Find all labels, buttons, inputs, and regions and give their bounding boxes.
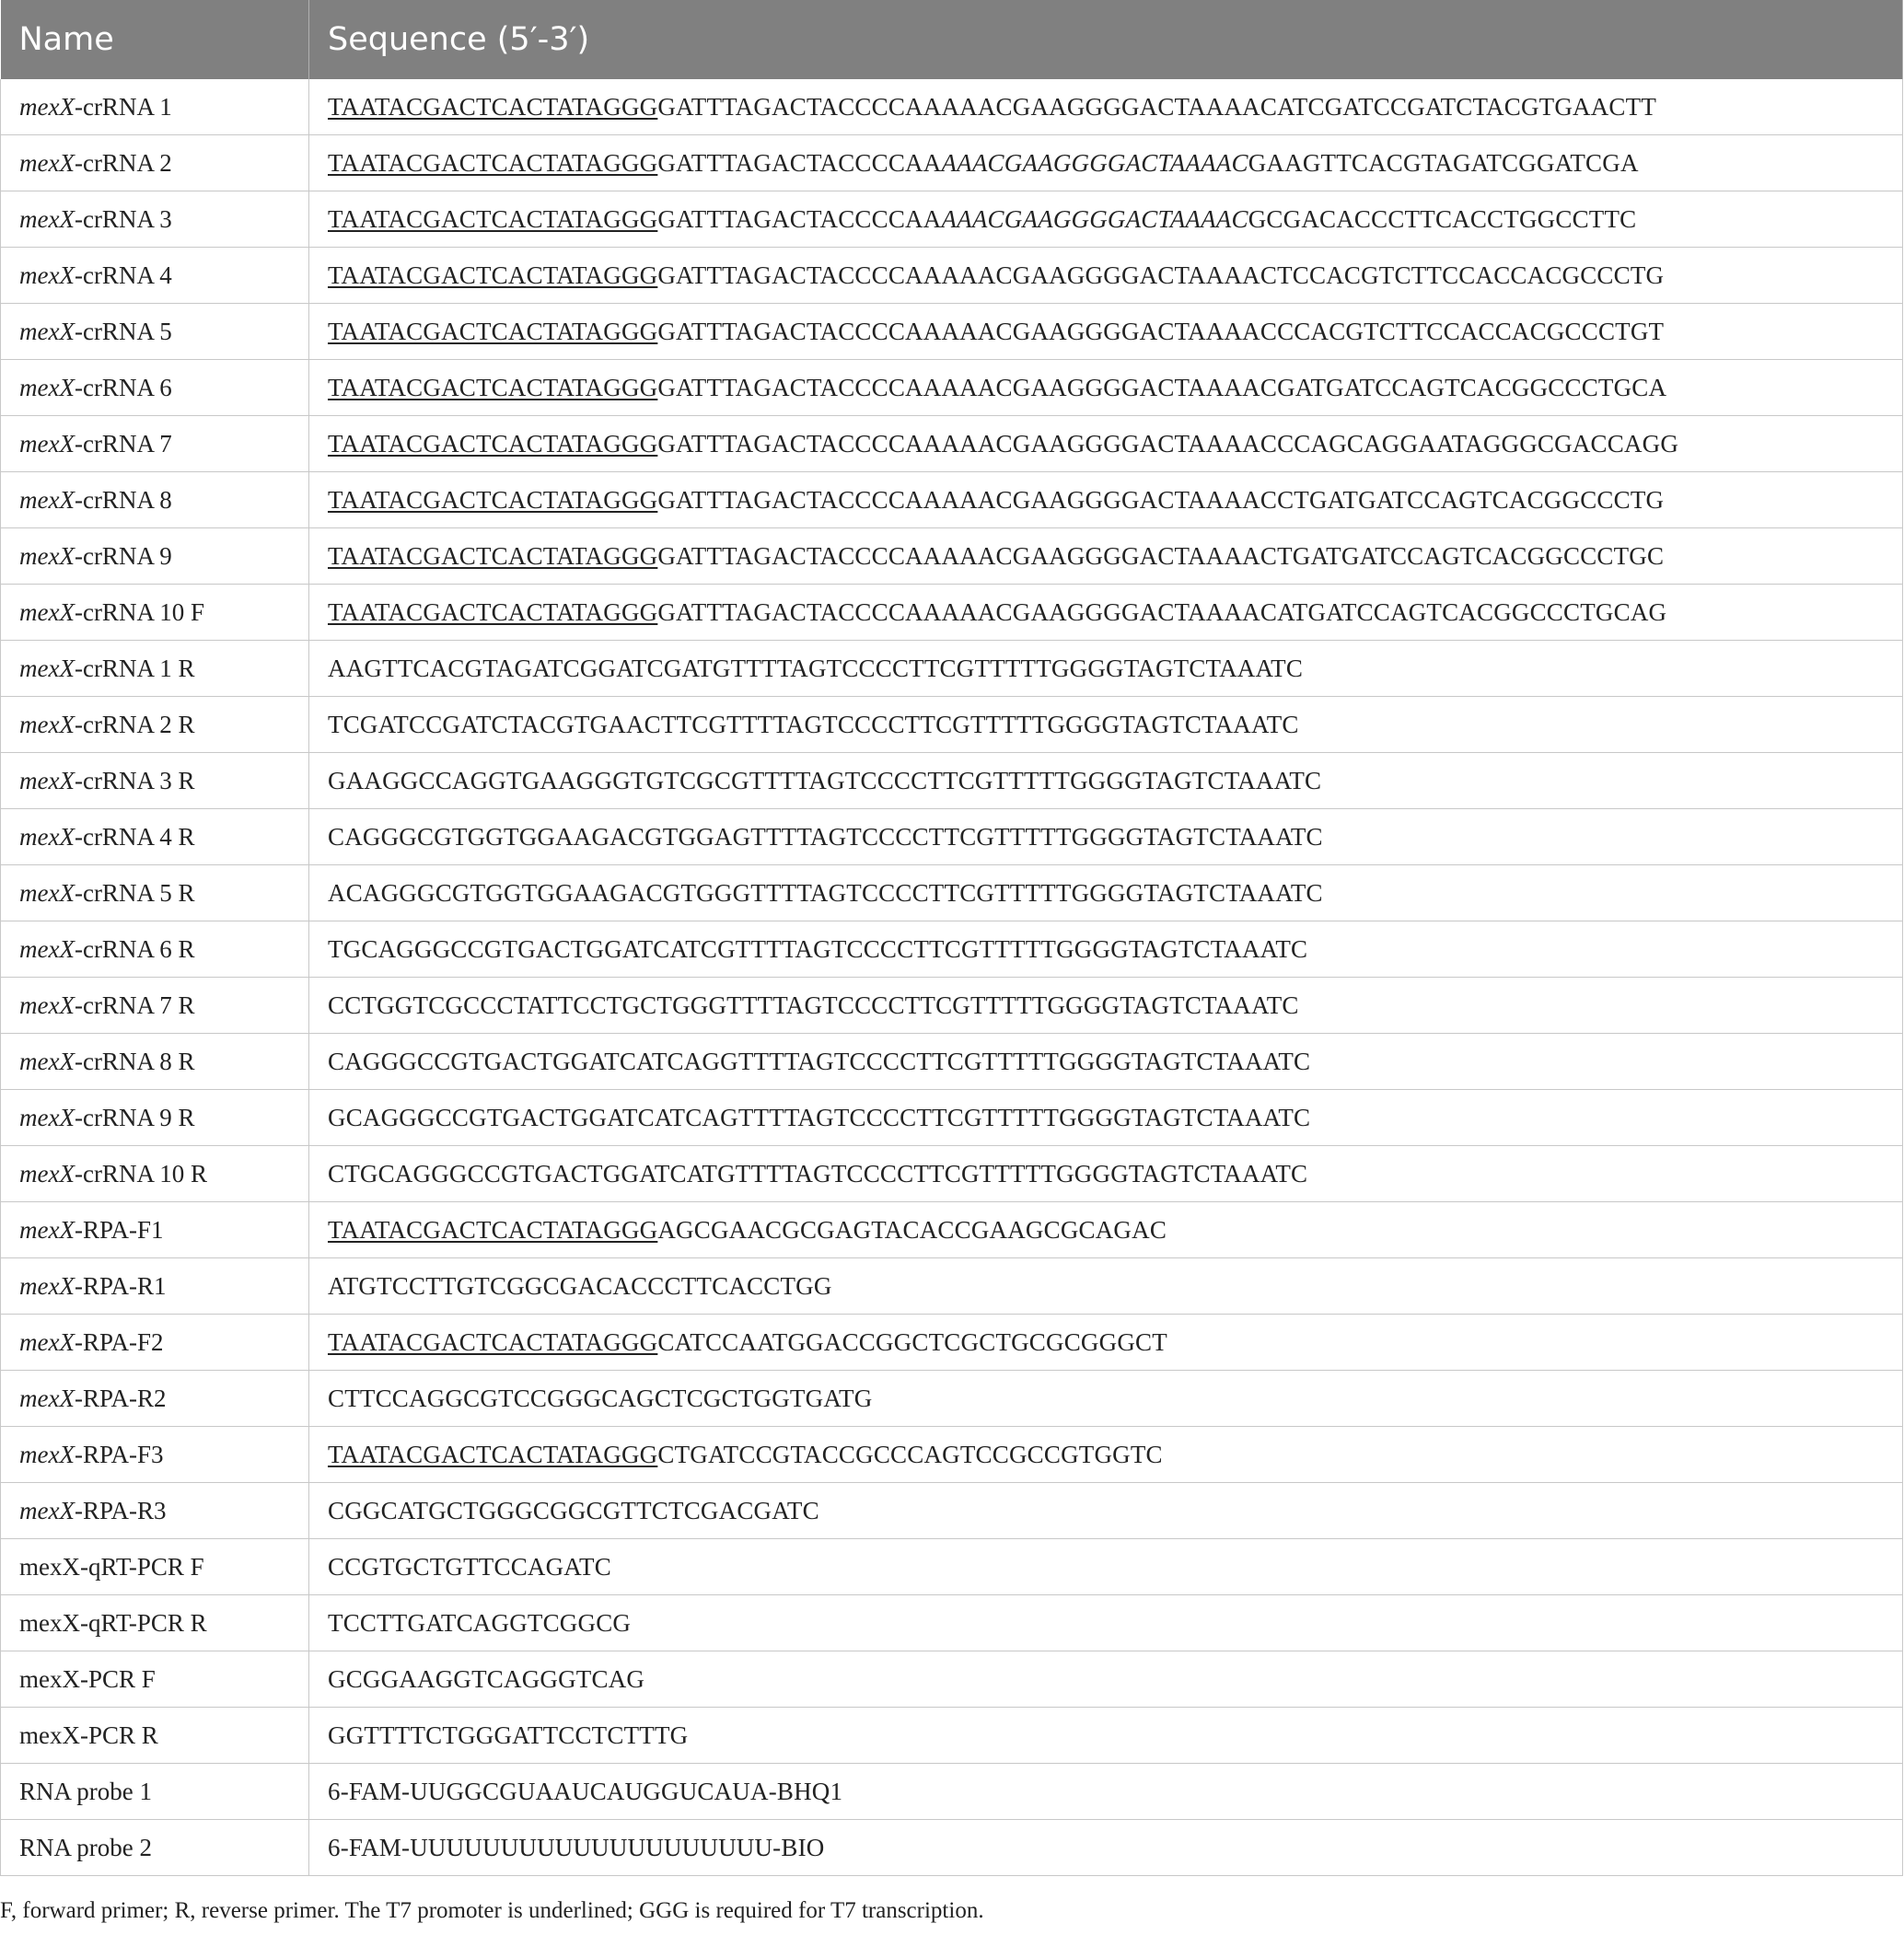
gene-name: mexX (19, 92, 75, 121)
header-row (1, 0, 1903, 79)
table-row (1, 697, 1903, 753)
gene-name: mexX (19, 1384, 75, 1412)
sequence-text: GATTTAGACTACCCCAA (657, 204, 942, 233)
primer-name-label: -crRNA 10 F (74, 597, 204, 626)
gene-name: mexX (19, 1440, 75, 1468)
primer-name-cell (1, 528, 309, 585)
primer-name-cell (1, 1651, 309, 1708)
primer-name-cell (1, 809, 309, 865)
gene-name: mexX (19, 766, 75, 794)
sequence-cell (309, 697, 1903, 753)
primer-name-label: -crRNA 10 R (74, 1159, 207, 1188)
t7-promoter-sequence: TAATACGACTCACTATAGGG (328, 1440, 658, 1468)
gene-name: mexX (19, 1215, 75, 1244)
table-row (1, 809, 1903, 865)
sequence-cell (309, 528, 1903, 585)
table-row (1, 641, 1903, 697)
primer-name-cell (1, 304, 309, 360)
repeat-sequence-italic: AAACGAAGGGGACTAAAAC (941, 148, 1248, 177)
primer-name-cell (1, 1708, 309, 1764)
primer-name-cell (1, 1483, 309, 1539)
primer-name-label: -crRNA 1 (74, 92, 172, 121)
sequence-text: ATGTCCTTGTCGGCGACACCCTTCACCTGG (328, 1271, 832, 1300)
sequence-text: GATTTAGACTACCCCAAAAACGAAGGGGACTAAAACCCAGCAGGAATAGGGCGACCAGG (657, 429, 1679, 458)
primer-name-label: -crRNA 3 R (74, 766, 195, 794)
table-row (1, 416, 1903, 472)
table-row (1, 191, 1903, 248)
table-row (1, 1090, 1903, 1146)
t7-promoter-sequence: TAATACGACTCACTATAGGG (328, 148, 658, 177)
table-row (1, 1539, 1903, 1595)
table-row (1, 135, 1903, 191)
primer-name-cell (1, 360, 309, 416)
table-row (1, 1146, 1903, 1202)
sequence-cell (309, 1202, 1903, 1258)
sequence-cell (309, 79, 1903, 135)
table-row (1, 1595, 1903, 1651)
primer-name-cell (1, 472, 309, 528)
primer-name-cell (1, 416, 309, 472)
sequence-text: CCGTGCTGTTCCAGATC (328, 1552, 611, 1581)
sequence-text: 6-FAM-UUUUUUUUUUUUUUUUUUUU-BIO (328, 1833, 825, 1861)
table-row (1, 79, 1903, 135)
primer-name-cell (1, 1539, 309, 1595)
primer-name-label: -crRNA 6 R (74, 934, 195, 963)
table-row (1, 472, 1903, 528)
sequence-text: TCGATCCGATCTACGTGAACTTCGTTTTAGTCCCCTTCGTTTTTGGGGTAGTCTAAATC (328, 710, 1299, 738)
sequence-text: CAGGGCCGTGACTGGATCATCAGGTTTTAGTCCCCTTCGTTTTTGGGGTAGTCTAAATC (328, 1047, 1311, 1075)
repeat-sequence-italic: AAACGAAGGGGACTAAAAC (941, 204, 1248, 233)
primer-name-cell (1, 79, 309, 135)
primer-name-cell (1, 1820, 309, 1876)
t7-promoter-sequence: TAATACGACTCACTATAGGG (328, 317, 658, 345)
sequence-text: CAGGGCGTGGTGGAAGACGTGGAGTTTTAGTCCCCTTCGTTTTTGGGGTAGTCTAAATC (328, 822, 1323, 851)
primer-name-label: RNA probe 2 (19, 1833, 152, 1861)
primer-name-cell (1, 1595, 309, 1651)
sequence-cell (309, 1427, 1903, 1483)
primer-name-cell (1, 1258, 309, 1315)
sequence-cell (309, 753, 1903, 809)
primer-name-label: -crRNA 6 (74, 373, 172, 401)
sequence-cell (309, 472, 1903, 528)
primer-name-cell (1, 1427, 309, 1483)
primer-name-label: -crRNA 9 R (74, 1103, 195, 1131)
sequence-cell (309, 1315, 1903, 1371)
gene-name: mexX (19, 261, 75, 289)
t7-promoter-sequence: TAATACGACTCACTATAGGG (328, 373, 658, 401)
primer-name-label: mexX-qRT-PCR R (19, 1608, 207, 1637)
sequence-cell (309, 865, 1903, 921)
sequence-cell (309, 1371, 1903, 1427)
spacer-sequence: GAAGTTCACGTAGATCGGATCGA (1248, 148, 1639, 177)
primer-name-cell (1, 978, 309, 1034)
primer-name-cell (1, 697, 309, 753)
sequence-text: TGCAGGGCCGTGACTGGATCATCGTTTTAGTCCCCTTCGTTTTTGGGGTAGTCTAAATC (328, 934, 1308, 963)
primer-name-label: -RPA-F1 (74, 1215, 164, 1244)
primer-name-cell (1, 1315, 309, 1371)
table-row (1, 1258, 1903, 1315)
primer-name-cell (1, 641, 309, 697)
primer-name-label: -crRNA 8 (74, 485, 172, 514)
table-row (1, 978, 1903, 1034)
t7-promoter-sequence: TAATACGACTCACTATAGGG (328, 1327, 658, 1356)
gene-name: mexX (19, 1159, 75, 1188)
gene-name: mexX (19, 991, 75, 1019)
spacer-sequence: GCGACACCCTTCACCTGGCCTTC (1248, 204, 1637, 233)
primer-name-label: -RPA-R2 (74, 1384, 167, 1412)
gene-name: mexX (19, 934, 75, 963)
sequence-cell (309, 1258, 1903, 1315)
gene-name: mexX (19, 317, 75, 345)
gene-name: mexX (19, 429, 75, 458)
table-row (1, 528, 1903, 585)
primer-name-label: mexX-PCR F (19, 1664, 156, 1693)
table-row (1, 1371, 1903, 1427)
sequence-cell (309, 304, 1903, 360)
primer-name-cell (1, 753, 309, 809)
primer-name-cell (1, 1090, 309, 1146)
t7-promoter-sequence: TAATACGACTCACTATAGGG (328, 597, 658, 626)
primer-name-label: -RPA-F2 (74, 1327, 164, 1356)
gene-name: mexX (19, 204, 75, 233)
primer-name-label: mexX-qRT-PCR F (19, 1552, 204, 1581)
sequence-text: GCGGAAGGTCAGGGTCAG (328, 1664, 645, 1693)
sequence-cell (309, 1708, 1903, 1764)
primer-name-label: -crRNA 9 (74, 541, 172, 570)
sequence-text: AGCGAACGCGAGTACACCGAAGCGCAGAC (657, 1215, 1167, 1244)
table-row (1, 753, 1903, 809)
gene-name: mexX (19, 1047, 75, 1075)
table-row (1, 585, 1903, 641)
table-row (1, 1315, 1903, 1371)
primer-name-cell (1, 191, 309, 248)
sequence-cell (309, 809, 1903, 865)
gene-name: mexX (19, 485, 75, 514)
gene-name: mexX (19, 878, 75, 907)
sequence-cell (309, 135, 1903, 191)
primer-name-cell (1, 1764, 309, 1820)
sequence-text: GATTTAGACTACCCCAA (657, 148, 942, 177)
gene-name: mexX (19, 1496, 75, 1524)
primer-name-cell (1, 1146, 309, 1202)
table-row (1, 1202, 1903, 1258)
sequence-text: GGTTTTCTGGGATTCCTCTTTG (328, 1721, 689, 1749)
sequence-cell (309, 585, 1903, 641)
sequence-text: GATTTAGACTACCCCAAAAACGAAGGGGACTAAAACTGATGATCCAGTCACGGCCCTGC (657, 541, 1665, 570)
table-row (1, 304, 1903, 360)
primer-name-cell (1, 921, 309, 978)
sequence-cell (309, 641, 1903, 697)
sequence-cell (309, 1090, 1903, 1146)
table-row (1, 360, 1903, 416)
sequence-text: GATTTAGACTACCCCAAAAACGAAGGGGACTAAAACGATGATCCAGTCACGGCCCTGCA (657, 373, 1667, 401)
gene-name: mexX (19, 1271, 75, 1300)
gene-name: mexX (19, 1327, 75, 1356)
column-header-sequence: Sequence (5′-3′) (309, 0, 1903, 79)
table-row (1, 1708, 1903, 1764)
primer-name-label: -crRNA 7 (74, 429, 172, 458)
primer-name-label: -crRNA 3 (74, 204, 172, 233)
sequence-cell (309, 1820, 1903, 1876)
sequence-cell (309, 921, 1903, 978)
sequence-text: AAGTTCACGTAGATCGGATCGATGTTTTAGTCCCCTTCGTTTTTGGGGTAGTCTAAATC (328, 654, 1304, 682)
sequence-text: GATTTAGACTACCCCAAAAACGAAGGGGACTAAAACTCCACGTCTTCCACCACGCCCTG (657, 261, 1665, 289)
sequence-cell (309, 1034, 1903, 1090)
sequence-text: TCCTTGATCAGGTCGGCG (328, 1608, 632, 1637)
primer-name-cell (1, 1034, 309, 1090)
primer-name-cell (1, 1371, 309, 1427)
table-row (1, 248, 1903, 304)
sequence-text: ACAGGGCGTGGTGGAAGACGTGGGTTTTAGTCCCCTTCGTTTTTGGGGTAGTCTAAATC (328, 878, 1323, 907)
gene-name: mexX (19, 597, 75, 626)
sequence-cell (309, 416, 1903, 472)
sequence-cell (309, 1539, 1903, 1595)
primer-name-label: -RPA-R3 (74, 1496, 167, 1524)
table-footnote: F, forward primer; R, reverse primer. The T7 promoter is underlined; GGG is required for T7 transcription. (0, 1898, 984, 1923)
sequence-text: GATTTAGACTACCCCAAAAACGAAGGGGACTAAAACATCGATCCGATCTACGTGAACTT (657, 92, 1657, 121)
primer-name-label: -crRNA 1 R (74, 654, 195, 682)
table-row (1, 1427, 1903, 1483)
primer-name-label: -crRNA 4 (74, 261, 172, 289)
primer-name-cell (1, 585, 309, 641)
primer-name-label: -RPA-R1 (74, 1271, 167, 1300)
table-row (1, 1651, 1903, 1708)
sequence-text: GAAGGCCAGGTGAAGGGTGTCGCGTTTTAGTCCCCTTCGTTTTTGGGGTAGTCTAAATC (328, 766, 1322, 794)
column-header-name: Name (1, 0, 309, 79)
gene-name: mexX (19, 148, 75, 177)
sequence-text: CTGATCCGTACCGCCCAGTCCGCCGTGGTC (657, 1440, 1163, 1468)
table-row (1, 865, 1903, 921)
sequence-text: CGGCATGCTGGGCGGCGTTCTCGACGATC (328, 1496, 819, 1524)
sequence-cell (309, 1483, 1903, 1539)
t7-promoter-sequence: TAATACGACTCACTATAGGG (328, 261, 658, 289)
primer-name-label: -crRNA 2 R (74, 710, 195, 738)
primer-name-label: mexX-PCR R (19, 1721, 158, 1749)
t7-promoter-sequence: TAATACGACTCACTATAGGG (328, 485, 658, 514)
sequence-cell (309, 360, 1903, 416)
primer-name-label: -crRNA 7 R (74, 991, 195, 1019)
t7-promoter-sequence: TAATACGACTCACTATAGGG (328, 541, 658, 570)
table-body (1, 79, 1903, 1876)
primer-name-cell (1, 135, 309, 191)
gene-name: mexX (19, 373, 75, 401)
gene-name: mexX (19, 710, 75, 738)
sequence-text: 6-FAM-UUGGCGUAAUCAUGGUCAUA-BHQ1 (328, 1777, 843, 1805)
sequence-text: CATCCAATGGACCGGCTCGCTGCGCGGGCT (657, 1327, 1167, 1356)
table-header (1, 0, 1903, 79)
sequence-text: GATTTAGACTACCCCAAAAACGAAGGGGACTAAAACATGATCCAGTCACGGCCCTGCAG (657, 597, 1667, 626)
t7-promoter-sequence: TAATACGACTCACTATAGGG (328, 429, 658, 458)
sequence-cell (309, 1651, 1903, 1708)
t7-promoter-sequence: TAATACGACTCACTATAGGG (328, 92, 658, 121)
primer-name-cell (1, 248, 309, 304)
gene-name: mexX (19, 1103, 75, 1131)
primer-name-label: RNA probe 1 (19, 1777, 152, 1805)
gene-name: mexX (19, 541, 75, 570)
table-row (1, 1034, 1903, 1090)
primer-name-label: -crRNA 5 R (74, 878, 195, 907)
table-row (1, 921, 1903, 978)
primer-name-label: -crRNA 5 (74, 317, 172, 345)
sequence-cell (309, 248, 1903, 304)
primer-name-label: -crRNA 8 R (74, 1047, 195, 1075)
sequence-cell (309, 1595, 1903, 1651)
sequence-text: CCTGGTCGCCCTATTCCTGCTGGGTTTTAGTCCCCTTCGTTTTTGGGGTAGTCTAAATC (328, 991, 1299, 1019)
t7-promoter-sequence: TAATACGACTCACTATAGGG (328, 204, 658, 233)
gene-name: mexX (19, 822, 75, 851)
sequence-cell (309, 191, 1903, 248)
primer-name-cell (1, 1202, 309, 1258)
primer-name-label: -RPA-F3 (74, 1440, 164, 1468)
primer-name-cell (1, 865, 309, 921)
primer-name-label: -crRNA 4 R (74, 822, 195, 851)
gene-name: mexX (19, 654, 75, 682)
sequence-cell (309, 1764, 1903, 1820)
t7-promoter-sequence: TAATACGACTCACTATAGGG (328, 1215, 658, 1244)
sequence-text: GATTTAGACTACCCCAAAAACGAAGGGGACTAAAACCCACGTCTTCCACCACGCCCTGT (657, 317, 1665, 345)
sequence-cell (309, 978, 1903, 1034)
sequence-text: CTTCCAGGCGTCCGGGCAGCTCGCTGGTGATG (328, 1384, 873, 1412)
table-row (1, 1764, 1903, 1820)
table-row (1, 1820, 1903, 1876)
sequence-text: CTGCAGGGCCGTGACTGGATCATGTTTTAGTCCCCTTCGTTTTTGGGGTAGTCTAAATC (328, 1159, 1308, 1188)
primer-name-label: -crRNA 2 (74, 148, 172, 177)
sequence-text: GCAGGGCCGTGACTGGATCATCAGTTTTAGTCCCCTTCGTTTTTGGGGTAGTCTAAATC (328, 1103, 1311, 1131)
sequence-cell (309, 1146, 1903, 1202)
table-row (1, 1483, 1903, 1539)
sequence-text: GATTTAGACTACCCCAAAAACGAAGGGGACTAAAACCTGATGATCCAGTCACGGCCCTG (657, 485, 1665, 514)
